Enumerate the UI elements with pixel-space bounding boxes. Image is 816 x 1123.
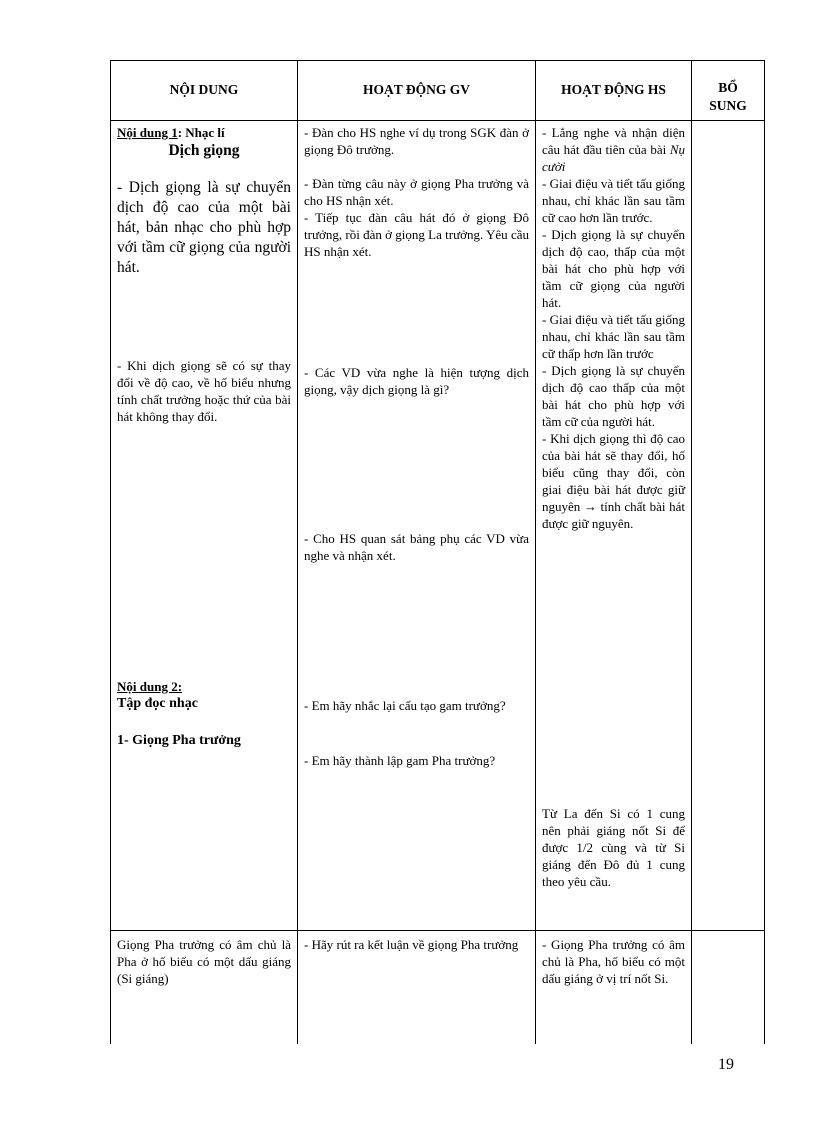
hs-activity-4: - Giai điệu và tiết tấu giống nhau, chỉ khác lần sau tầm cữ thấp hơn lần trước — [542, 312, 685, 361]
gv-activity-7: - Em hãy thành lập gam Pha trưởng? — [304, 753, 496, 768]
hs-activity-block — [542, 124, 685, 532]
header-hoat-dong-gv: HOẠT ĐỘNG GV — [362, 82, 470, 97]
row2-gv-cell: - Hãy rút ra kết luận về giọng Pha trưởng — [304, 937, 519, 952]
content2-subtitle: 1- Giọng Pha trưởng — [117, 733, 241, 748]
row2-content-cell: Giọng Pha trưởng có âm chủ là Pha ở hố biểu có một dấu giáng (Si giáng) — [117, 937, 291, 986]
table-border-top — [110, 60, 765, 61]
header-noi-dung: NỘI DUNG — [169, 82, 239, 97]
header-hoat-dong-hs: HOẠT ĐỘNG HS — [561, 82, 666, 97]
content1-subtitle: Dịch giọng — [168, 142, 240, 159]
gv-activity-3: - Tiếp tục đàn câu hát đó ở giọng Đô trưởng, rồi đàn ở giọng La trưởng. Yêu cầu HS nhận xét. — [304, 210, 529, 259]
column-divider-1 — [297, 60, 298, 1044]
content2-title: Tập đọc nhạc — [117, 696, 198, 711]
row-separator — [110, 930, 765, 931]
hs-activity-5: - Dịch giọng là sự chuyển dịch độ cao thấp của một bài hát cho phù hợp với tầm cữ của người hát. — [542, 363, 685, 429]
column-divider-2 — [535, 60, 536, 1044]
content1-topic: : Nhạc lí — [177, 125, 225, 140]
gv-activity-block-1 — [304, 124, 529, 260]
gv-activity-6: - Em hãy nhắc lại cấu tạo gam trưởng? — [304, 698, 506, 713]
gv-activity-2: - Đàn từng câu này ở giọng Pha trưởng và cho HS nhận xét. — [304, 176, 529, 208]
dich-giong-note: - Khi dịch giọng sẽ có sự thay đổi về độ cao, về hố biểu nhưng tính chất trưởng hoặc thứ của bài hát không thay đổi. — [117, 358, 291, 424]
page-number: 19 — [718, 1056, 734, 1073]
header-separator — [110, 120, 765, 121]
table-border-right — [764, 60, 765, 1044]
hs-activity-3: - Dịch giọng là sự chuyển dịch độ cao, thấp của một bài hát cho phù hợp với tầm cữ giọng của người hát. — [542, 227, 685, 310]
arrow-icon: → — [583, 499, 597, 514]
row1-content-cell — [117, 124, 291, 425]
hs-activity-6: - Khi dịch giọng thì độ cao của bài hát sẽ thay đổi, hố biểu cũng thay đổi, còn giai điệu bài hát được giữ nguyên → tính chất bài hát được giữ nguyên. — [542, 431, 685, 531]
table-border-left — [110, 60, 111, 1044]
song-title: Nụ cười — [542, 142, 685, 174]
hs-activity-2: - Giai điệu và tiết tấu giống nhau, chỉ khác lần sau tầm cữ cao hơn lần trước. — [542, 176, 685, 225]
hs-activity-7: Từ La đến Si có 1 cung nên phải giáng nốt Si để được 1/2 cùng và từ Si giáng đến Đô đủ 1 cung theo yêu cầu. — [542, 806, 685, 889]
content1-label: Nội dung 1 — [117, 125, 178, 140]
gv-activity-5: - Cho HS quan sát bảng phụ các VD vừa nghe và nhận xét. — [304, 531, 529, 563]
row2-hs-cell: - Giọng Pha trưởng có âm chủ là Pha, hố biểu có một dấu giáng ở vị trí nốt Si. — [542, 937, 685, 986]
hs-activity-1: - Lắng nghe và nhận diện câu hát đầu tiên của bài Nụ cười — [542, 125, 685, 174]
content2-block — [117, 678, 291, 749]
column-divider-3 — [691, 60, 692, 1044]
content2-label: Nội dung 2: — [117, 679, 183, 694]
gv-activity-1: - Đàn cho HS nghe ví dụ trong SGK đàn ở giọng Đô trưởng. — [304, 125, 529, 157]
header-bo-sung: BỔ SUNG — [709, 80, 747, 113]
gv-activity-4: - Các VD vừa nghe là hiện tượng dịch giọng, vậy dịch giọng là gì? — [304, 365, 529, 397]
definition-paragraph: - Dịch giọng là sự chuyển dịch độ cao của một bài hát, bản nhạc cho phù hợp với tầm cữ giọng của người hát. — [117, 179, 291, 276]
